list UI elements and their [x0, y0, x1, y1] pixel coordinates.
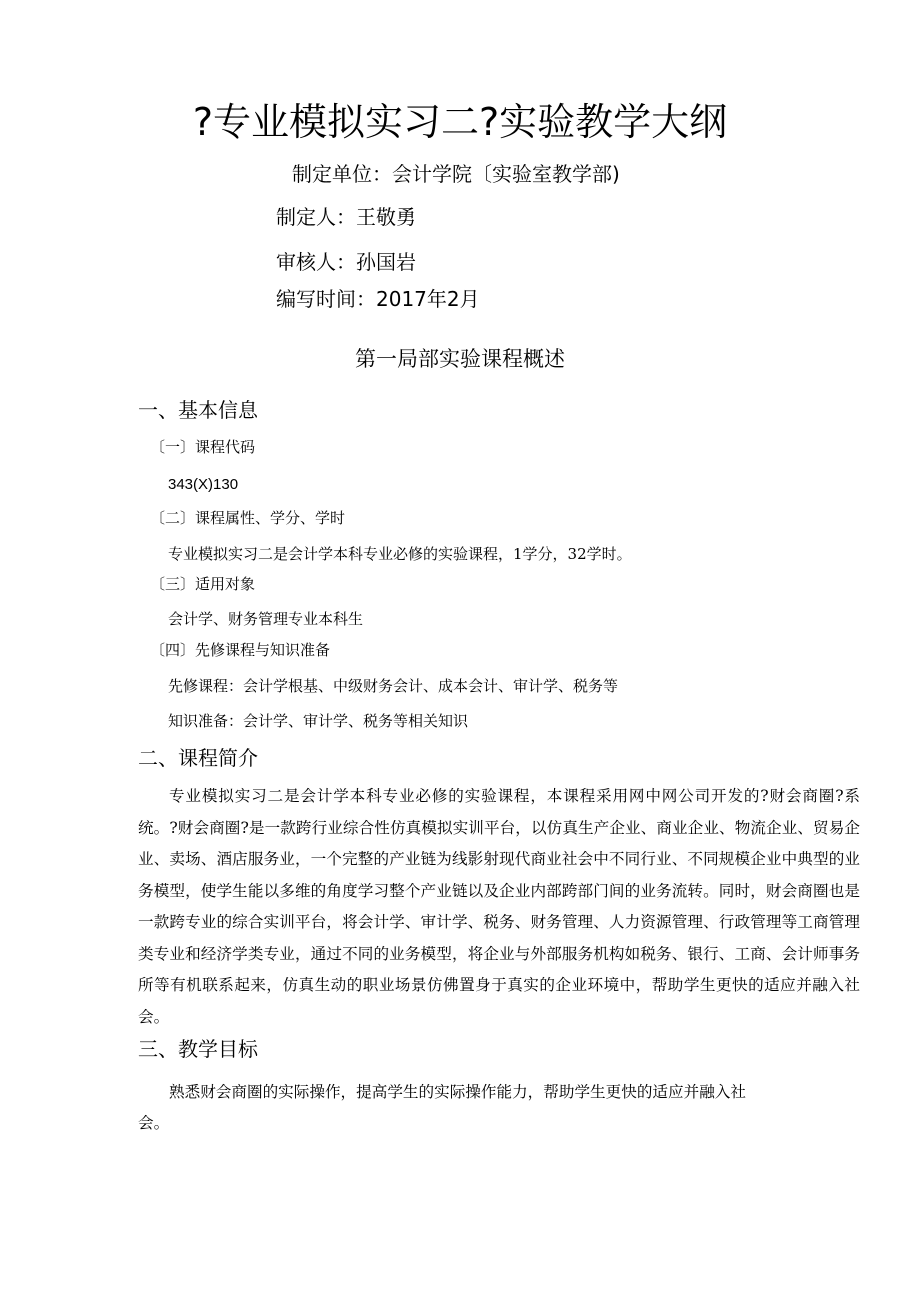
issuing-unit: 制定单位：会计学院〔实验室教学部) [292, 162, 620, 186]
course-attributes-value: 专业模拟实习二是会计学本科专业必修的实验课程，1学分，32学时。 [168, 545, 632, 563]
subsection-course-code: 〔一〕课程代码 [150, 438, 256, 456]
reviewer: 审核人：孙国岩 [276, 250, 416, 274]
section-heading-teaching-goals: 三、教学目标 [138, 1037, 258, 1061]
author: 制定人：王敬勇 [276, 205, 416, 229]
section-heading-course-intro: 二、课程简介 [138, 746, 258, 770]
document-title: ?专业模拟实习二?实验教学大纲 [192, 100, 728, 144]
part-heading: 第一局部实验课程概述 [355, 347, 565, 371]
course-intro-paragraph: 专业模拟实习二是会计学本科专业必修的实验课程，本课程采用网中网公司开发的?财会商圈?系统。?财会商圈?是一款跨行业综合性仿真模拟实训平台，以仿真生产企业、商业企业、物流企业、贸易企业、卖场、酒店服务业，一个完整的产业链为线影射现代商业社会中不同行业、不同规模企业中典型的业务模型，使学生能以多维的角度学习整个产业链以及企业内部跨部门间的业务流转。同时，财会商圈也是一款跨专业的综合实训平台，将会计学、审计学、税务、财务管理、人力资源管理、行政管理等工商管理类专业和经济学类专业，通过不同的业务模型，将企业与外部服务机构如税务、银行、工商、会计师事务所等有机联系起来，仿真生动的职业场景仿佛置身于真实的企业环境中，帮助学生更快的适应并融入社会。 [138, 787, 860, 1026]
section-heading-basic-info: 一、基本信息 [138, 398, 258, 422]
subsection-course-attributes: 〔二〕课程属性、学分、学时 [150, 509, 346, 527]
compile-date: 编写时间：2017年2月 [276, 287, 480, 311]
target-audience-value: 会计学、财务管理专业本科生 [168, 610, 364, 628]
subsection-target-audience: 〔三〕适用对象 [150, 575, 256, 593]
prerequisite-courses: 先修课程：会计学根基、中级财务会计、成本会计、审计学、税务等 [168, 677, 619, 695]
knowledge-preparation: 知识准备：会计学、审计学、税务等相关知识 [168, 712, 469, 730]
teaching-goals-paragraph: 熟悉财会商圈的实际操作，提高学生的实际操作能力，帮助学生更快的适应并融入社会。 [138, 1083, 746, 1132]
subsection-prerequisites: 〔四〕先修课程与知识准备 [150, 641, 331, 659]
course-code-value: 343(X)130 [168, 476, 239, 493]
